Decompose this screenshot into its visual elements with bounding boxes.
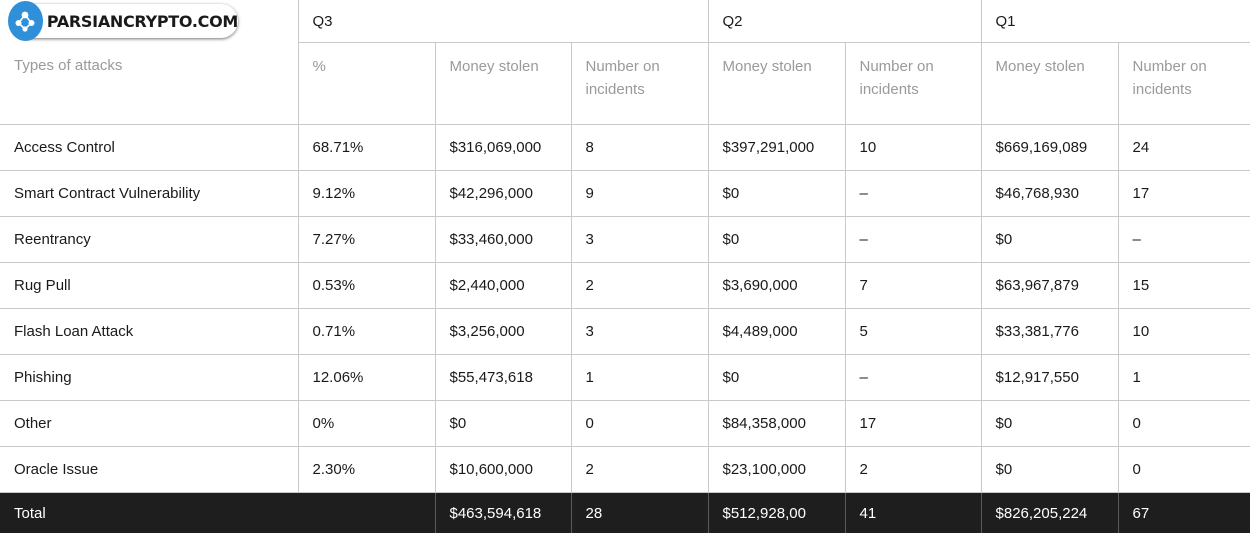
total-q3-money: $463,594,618 — [435, 493, 571, 533]
q1-number-cell: 1 — [1118, 355, 1250, 401]
total-q3-number: 28 — [571, 493, 708, 533]
percent-cell: 0.53% — [298, 263, 435, 309]
q2-money-stolen-header: Money stolen — [708, 43, 845, 125]
quarter-q3-header: Q3 — [298, 0, 708, 43]
q2-number-cell: 5 — [845, 309, 981, 355]
percent-cell: 12.06% — [298, 355, 435, 401]
q2-number-cell: – — [845, 217, 981, 263]
percent-cell: 0% — [298, 401, 435, 447]
q2-money-cell: $0 — [708, 217, 845, 263]
attack-type-cell: Rug Pull — [0, 263, 298, 309]
percent-cell: 68.71% — [298, 125, 435, 171]
table-row — [0, 401, 1250, 447]
percent-cell: 0.71% — [298, 309, 435, 355]
attack-type-cell: Other — [0, 401, 298, 447]
percent-cell: 9.12% — [298, 171, 435, 217]
attack-type-cell: Reentrancy — [0, 217, 298, 263]
q1-number-incidents-header: Number on incidents — [1118, 43, 1250, 125]
quarter-q1-header: Q1 — [981, 0, 1250, 43]
q3-number-cell: 1 — [571, 355, 708, 401]
total-q2-money: $512,928,00 — [708, 493, 845, 533]
total-q2-number: 41 — [845, 493, 981, 533]
q1-number-cell: 0 — [1118, 447, 1250, 493]
q1-money-cell: $0 — [981, 401, 1118, 447]
q2-number-cell: 7 — [845, 263, 981, 309]
q2-money-cell: $0 — [708, 355, 845, 401]
q3-number-cell: 3 — [571, 309, 708, 355]
q1-money-cell: $0 — [981, 217, 1118, 263]
table-row — [0, 217, 1250, 263]
q1-number-cell: 24 — [1118, 125, 1250, 171]
total-percent-cell — [298, 493, 435, 533]
q1-money-cell: $12,917,550 — [981, 355, 1118, 401]
table-row — [0, 263, 1250, 309]
q1-money-cell: $0 — [981, 447, 1118, 493]
q2-money-cell: $3,690,000 — [708, 263, 845, 309]
percent-cell: 2.30% — [298, 447, 435, 493]
q2-money-cell: $397,291,000 — [708, 125, 845, 171]
total-label: Total — [0, 493, 298, 533]
q2-money-cell: $0 — [708, 171, 845, 217]
q2-money-cell: $23,100,000 — [708, 447, 845, 493]
table-row — [0, 447, 1250, 493]
q3-money-cell: $42,296,000 — [435, 171, 571, 217]
column-header-row — [0, 43, 1250, 125]
q2-number-incidents-header: Number on incidents — [845, 43, 981, 125]
percent-cell: 7.27% — [298, 217, 435, 263]
q2-number-cell: – — [845, 171, 981, 217]
q2-number-cell: 10 — [845, 125, 981, 171]
q3-money-cell: $10,600,000 — [435, 447, 571, 493]
q3-number-cell: 9 — [571, 171, 708, 217]
q2-money-cell: $84,358,000 — [708, 401, 845, 447]
q1-money-cell: $669,169,089 — [981, 125, 1118, 171]
q2-number-cell: 17 — [845, 401, 981, 447]
q3-money-cell: $55,473,618 — [435, 355, 571, 401]
q3-money-cell: $33,460,000 — [435, 217, 571, 263]
total-row — [0, 493, 1250, 533]
percent-header: % — [298, 43, 435, 125]
q2-number-cell: – — [845, 355, 981, 401]
q1-number-cell: – — [1118, 217, 1250, 263]
logo-text: PARSIANCRYPTO.COM — [47, 12, 238, 31]
q1-number-cell: 15 — [1118, 263, 1250, 309]
q1-money-stolen-header: Money stolen — [981, 43, 1118, 125]
attack-type-cell: Flash Loan Attack — [0, 309, 298, 355]
q2-number-cell: 2 — [845, 447, 981, 493]
q3-number-cell: 8 — [571, 125, 708, 171]
q3-number-incidents-header: Number on incidents — [571, 43, 708, 125]
table-row — [0, 171, 1250, 217]
table-row — [0, 309, 1250, 355]
q1-money-cell: $46,768,930 — [981, 171, 1118, 217]
q1-number-cell: 10 — [1118, 309, 1250, 355]
table-row — [0, 355, 1250, 401]
q3-money-cell: $3,256,000 — [435, 309, 571, 355]
attack-type-cell: Phishing — [0, 355, 298, 401]
q3-number-cell: 2 — [571, 263, 708, 309]
q1-money-cell: $63,967,879 — [981, 263, 1118, 309]
q1-number-cell: 17 — [1118, 171, 1250, 217]
types-of-attacks-header: Types of attacks — [0, 43, 298, 125]
q3-number-cell: 2 — [571, 447, 708, 493]
q3-money-cell: $0 — [435, 401, 571, 447]
q3-money-cell: $316,069,000 — [435, 125, 571, 171]
parsiancrypto-logo[interactable] — [12, 4, 238, 38]
quarter-q2-header: Q2 — [708, 0, 981, 43]
network-nodes-icon — [8, 1, 43, 41]
table-row — [0, 125, 1250, 171]
attack-type-cell: Smart Contract Vulnerability — [0, 171, 298, 217]
total-q1-number: 67 — [1118, 493, 1250, 533]
q3-number-cell: 3 — [571, 217, 708, 263]
total-q1-money: $826,205,224 — [981, 493, 1118, 533]
q1-number-cell: 0 — [1118, 401, 1250, 447]
attack-type-cell: Oracle Issue — [0, 447, 298, 493]
attack-type-cell: Access Control — [0, 125, 298, 171]
q2-money-cell: $4,489,000 — [708, 309, 845, 355]
q1-money-cell: $33,381,776 — [981, 309, 1118, 355]
q3-money-cell: $2,440,000 — [435, 263, 571, 309]
q3-number-cell: 0 — [571, 401, 708, 447]
q3-money-stolen-header: Money stolen — [435, 43, 571, 125]
